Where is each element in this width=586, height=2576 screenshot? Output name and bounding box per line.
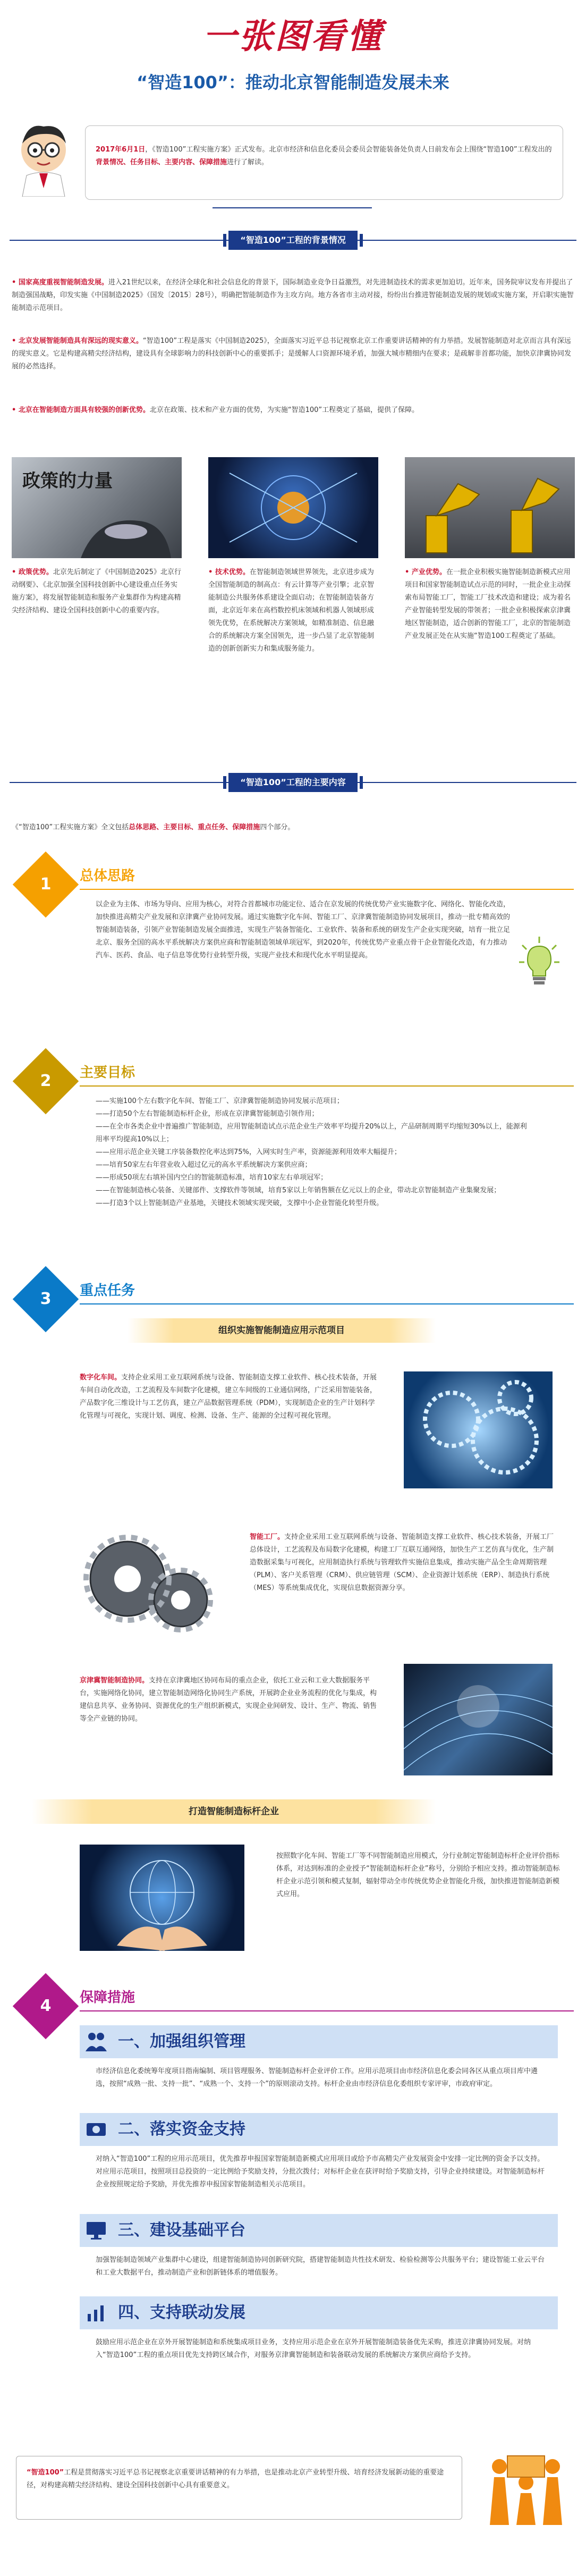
policy-image: 政策的力量 (12, 457, 182, 558)
monitor-icon (80, 2214, 113, 2247)
teamwork-puzzle-icon (478, 2445, 574, 2530)
digital-workshop: 数字化车间。支持企业采用工业互联网系统与设备、智能制造支撑工业软件、核心技术装备，开展车间自动化改造，工艺流程及车间数字化建模，建立车间级的工业通信网络，广泛采用智能装备，产品数字化三维设计与工艺仿真，建立产品数据管理系统（PDM），实现制造企业的生产计划科学化管理与可视化，实现计划、调度、检测、设备、生产、能源的全过程可视化管理。 (80, 1374, 377, 1420)
main-title: “智造100”：推动北京智能制造发展未来 (137, 72, 449, 92)
brush-title: 一张图看懂 (202, 16, 384, 56)
part3-number: 3 (13, 1266, 79, 1332)
jjj-collab: 京津冀智能制造协同。支持在京津冀地区协同布局的重点企业，依托工业云和工业大数据服务平台，实施网络化协同，建立智能制造网络化协同生产系统，开展跨企业业务流程的优化与集成，构建信息共享、业务协同、资源优化的生产组织新模式，实现企业间研发、设计、生产、物流、销售等全产业链的协同。 (80, 1677, 377, 1723)
part2-list (96, 1095, 531, 1210)
goal-item: ——应用示范企业关键工序装备数控化率达到75%，入网实时生产率，资源能源利用效率大幅提升； (96, 1148, 401, 1156)
globe-hands-image (80, 1845, 244, 1951)
benchmark-text: 按照数字化车间、智能工厂等不同智能制造应用模式，分行业制定智能制造标杆企业评价指标体系，对达到标准的企业授予“智能制造标杆企业”称号，分别给予相应支持。推动智能制造标杆企业示范引领和模式复制，辐射带动全市传统优势企业智能化升级，加快推进智能制造新模式应用。 (276, 1852, 560, 1898)
goal-item: ——在全市各类企业中普遍推广智能制造，应用智能制造试点示范企业生产效率平均提升20%以上，产品研制周期平均缩短30%以上，能源利用率平均提高10%以上； (96, 1123, 527, 1143)
part4-number: 4 (13, 1973, 79, 2039)
guarantee-text-2: 对纳入“智造100”工程的应用示范项目，优先推荐申报国家智能制造新模式应用项目或给予市高精尖产业发展资金中安排一定比例的资金予以支持。对应用示范项目，按照项目总投资的一定比例给予奖励支持，分批次拨付；对标杆企业在获评时给予奖励支持，引导企业持续建设。对智能制造标杆企业按照规定给予奖励，并优先推荐申报国家智能制造相关示范项目。 (96, 2155, 545, 2188)
section1-banner: “智造100”工程的背景情况 (10, 229, 576, 252)
section1-p3: • 北京在智能制造方面具有较强的创新优势。北京在政策、技术和产业方面的优势，为实施“智造100”工程奠定了基础，提供了保障。 (12, 406, 419, 414)
section2-banner: “智造100”工程的主要内容 (10, 771, 576, 794)
goal-item: ——打造50个左右智能制造标杆企业，形成在京津冀智能制造引领作用； (96, 1110, 319, 1118)
part4-label: 保障措施 (80, 1990, 135, 2006)
gears-metal-image (80, 1520, 218, 1648)
sub-banner-benchmark: 打造智能制造标杆企业 (32, 1799, 436, 1824)
gears-blue-image (404, 1371, 553, 1488)
part1-text: 以企业为主体、市场为导向、应用为核心，对符合首都城市功能定位、适合在京发展的传统优势产业实施数字化、网络化、智能化改造，加快推进高精尖产业发展和京津冀产业协同发展。通过实施数字化车间、智能工厂、京津冀智能制造协同发展项目，推动一批专精高效的智能制造装备，引领产业智能制造发展全面推进，实现生产装备智能化、工业软件、装备和系统的研发生产企业实现突破，培育一批立足北京、服务全国的高水平系统解决方案供应商和智能制造领域单项冠军，到2020年，传统优势产业重点骨干企业智能化改造，有力推动汽车、医药、食品、电子信息等优势行业转型升级，实现产业技术和现代化水平明显提高。 (96, 900, 511, 959)
sub-banner-demo: 组织实施智能制造应用示范项目 (128, 1318, 436, 1343)
goal-item: ——培育50家左右年营业收入超过亿元的高水平系统解决方案供应商； (96, 1161, 312, 1169)
industry-advantage: • 产业优势。在一批企业积极实施智能制造新模式应用项目和国家智能制造试点示范的同时，一批企业主动探索布局智能工厂，智能工厂技术改造和建设；成为着名产业智能转型发展的带领者；一批企业积极探索京津冀地区智能制造，适合创新的智能工厂，北京的智能制造产业发展正处在从实施“智造100工程奠定了基础。 (405, 568, 571, 640)
guarantee-bar-4: 四、支持联动发展 (80, 2296, 558, 2329)
guarantee-bar-1: 一、加强组织管理 (80, 2025, 558, 2058)
intro-text: 2017年6月1日，《智造100”工程实施方案》正式发布。北京市经济和信息化委员会委员会智能装备处负责人日前发布会上围绕“智造100”工程发出的背景情况、任务目标、主要内容、保障措施进行了解读。 (96, 146, 552, 166)
digital-network-image (404, 1664, 553, 1775)
guarantee-bar-2: 二、落实资金支持 (80, 2113, 558, 2146)
policy-advantage: • 政策优势。北京先后制定了《中国制造2025》北京行动纲要》、《北京加强全国科技创新中心建设重点任务实施方案》，将发展智能制造和服务产业集群作为构建高精尖经济结构、建设全国科技创新中心的重要内容。 (12, 568, 181, 614)
goal-item: ——打造3个以上智能制造产业基地，关键技术领域实现突破，支撑中小企业智能化转型升级。 (96, 1199, 384, 1207)
chart-icon (80, 2296, 113, 2329)
guarantee-text-3: 加强智能制造领域产业集群中心建设，组建智能制造协同创新研究院，搭建智能制造共性技术研发、检验检测等公共服务平台；建设智能工业云平台和工业大数据平台，推动制造产业和创新链体系的增值服务。 (96, 2256, 545, 2277)
professor-cartoon-icon (12, 122, 75, 197)
part2-number: 2 (13, 1048, 79, 1114)
people-icon (80, 2025, 113, 2058)
goal-item: ——在智能制造核心装备、关键部件、支撑软件等领域，培育5家以上年销售额在亿元以上的企业，带动北京智能制造产业集聚发展； (96, 1186, 501, 1194)
goal-item: ——形成50项左右填补国内空白的智能制造标准，培育10家左右单项冠军； (96, 1174, 328, 1182)
section2-lead: 《“智造100”工程实施方案》全文包括总体思路、主要目标、重点任务、保障措施四个部分。 (12, 823, 295, 831)
part1-label: 总体思路 (80, 868, 135, 884)
guarantee-bar-3: 三、建设基础平台 (80, 2214, 558, 2247)
smart-factory: 智能工厂。支持企业采用工业互联网系统与设备、智能制造支撑工业软件、核心技术装备，开展工厂总体设计，工艺流程及布局数字化建模，构建工厂互联互通网络，加快生产工艺仿真与优化，生产制造数据采集与可视化，应用制造执行系统与管理软件实施信息集成，推动实施产品全生命周期管理（PLM）、客户关系管理（CRM）、供应链管理（SCM）、企业资源计划系统（ERP）、制造执行系统（MES）等系统集成优化，实现信息数据资源分享。 (250, 1533, 554, 1592)
guarantee-text-4: 鼓励应用示范企业在京外开展智能制造和系统集成项目业务，支持应用示范企业在京外开展智能制造装备优先采购，推进京津冀协同发展。对纳入“智造100”工程的重点项目优先支持跨区域合作，对服务京津冀智能制造和装备联动发展的系统解决方案供应商给予支持。 (96, 2338, 531, 2359)
footer-text: “智造100”工程是贯彻落实习近平总书记视察北京重要讲话精神的有力举措，也是推动北京产业转型升级、培育经济发展新动能的重要途径，对构建高精尖经济结构、建设全国科技创新中心具有重要意义。 (27, 2469, 444, 2489)
tech-advantage: • 技术优势。在智能制造领域世界领先，北京进步成为全国智能制造的制高点：有云计算等产业引擎；北京智能制造公共服务体系建设全面启动；在智能制造装备方面，北京近年来在高档数控机床领域和机器人领域形成领先优势，在系统解决方案领域，如精准制造、信息融合的系统解决方案全国领先，进一步凸显了北京智能制造的创新创新实力和集成服务能力。 (208, 568, 375, 653)
part1-number: 1 (13, 852, 79, 917)
section1-p1: • 国家高度重视智能制造发展。进入21世纪以来，在经济全球化和社会信息化的背景下，国际制造业竞争日益激烈，对先进制造技术的需求更加迫切。近年来，国务院审议发布并提出了制造强国战略，印发实施《中国制造2025》（国发〔2015〕28号），明确把智能制造作为主攻方向。地方各省市主动对接，纷纷出台推进智能制造发展的规划或实施方案，开启职实施智能制造示范项目。 (12, 279, 574, 312)
tech-image (208, 457, 378, 558)
part3-label: 重点任务 (80, 1283, 135, 1299)
part2-label: 主要目标 (80, 1065, 135, 1081)
guarantee-text-1: 市经济信息化委统筹年度项目指南编制、项目管理服务、智能制造标杆企业评价工作。应用示范项目由市经济信息化委会同各区从重点项目库中遴选，按照“成熟一批、支持一批”、“成熟一个、支持一个”的原则滚动支持。标杆企业由市经济信息化委组织专家评审，市政府审定。 (96, 2067, 538, 2088)
money-icon (80, 2113, 113, 2146)
goal-item: ——实施100个左右数字化车间、智能工厂、京津冀智能制造协同发展示范项目； (96, 1097, 344, 1105)
section1-p2: • 北京发展智能制造具有深远的现实意义。“智造100”工程是落实《中国制造2025》，全面落实习近平总书记视察北京工作重要讲话精神的有力举措。发展智能制造对北京而言具有深远的现实意义。它是构建高精尖经济结构，建设具有全球影响力的科技创新中心的重要抓手；是缓解人口资源环境矛盾，加强大城市精细内在要求；是疏解非首都功能，加快京津冀协同发展的必然选择。 (12, 337, 572, 371)
lightbulb-icon (518, 936, 560, 989)
industry-image (405, 457, 575, 558)
